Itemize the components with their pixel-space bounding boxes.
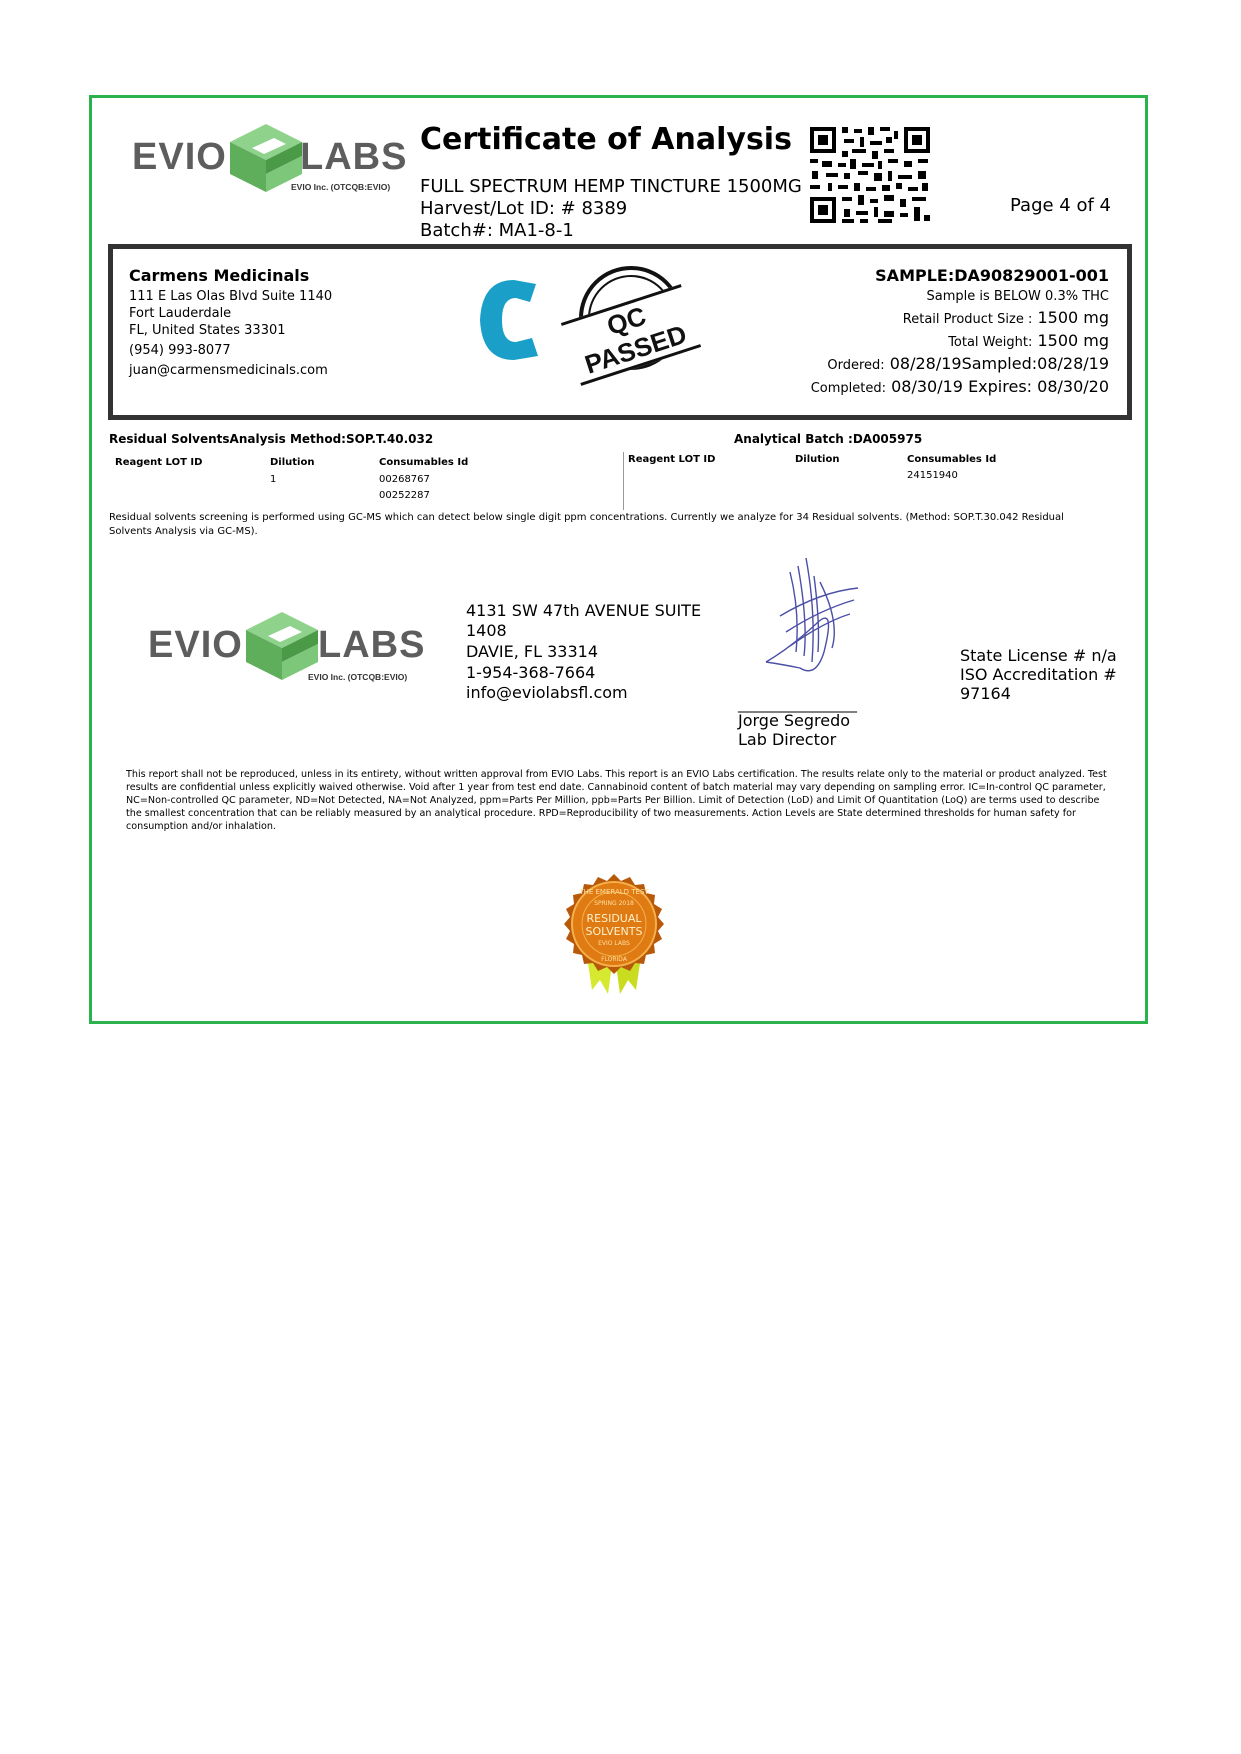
logo-subtitle: EVIO Inc. (OTCQB:EVIO) [308,672,408,682]
sample-id: SAMPLE:DA90829001-001 [875,266,1109,285]
seal-top-text: THE EMERALD TEST [579,888,649,896]
client-address-line: FL, United States 33301 [129,323,286,338]
total-weight-row [948,331,1109,350]
expires-label: Expires: [968,377,1033,396]
signer-name: Jorge Segredo [738,711,851,730]
consumable-id: 00268767 [379,474,430,485]
retail-size-row [903,308,1109,327]
logo-labs-text: LABS [300,136,408,178]
iso-accreditation: ISO Accreditation # [960,665,1117,684]
seal-season: SPRING 2018 [594,900,634,907]
client-address-line: 111 E Las Olas Blvd Suite 1140 [129,289,333,304]
logo-labs-text: LABS [318,624,426,666]
client-email: juan@carmensmedicinals.com [129,363,328,378]
analytical-batch: Analytical Batch :DA005975 [734,432,923,446]
lab-address-line: 4131 SW 47th AVENUE SUITE [466,601,702,620]
page-number: Page 4 of 4 [1010,195,1111,216]
logo-subtitle: EVIO Inc. (OTCQB:EVIO) [291,182,391,192]
signature-line: _________________ [738,697,857,713]
sampled-label: Sampled: [961,354,1038,373]
total-weight-label: Total Weight: [948,335,1033,350]
completed-label: Completed: [810,381,887,396]
consumable-id: 00252287 [379,490,430,501]
emerald-test-seal [560,872,668,994]
col-reagent-lot: Reagent LOT ID [628,454,716,465]
qr-code-icon [808,125,932,225]
method-note: Residual solvents screening is performed using GC-MS which can detect below single digit ppm concentrations. Currently we analyze for 34 Residual solvents. (Method: SOP.T.30.042 Residual Solvents Analysis via GC-MS). [109,512,1064,537]
signer-title: Lab Director [738,730,837,749]
expires-value: 08/30/20 [1037,377,1109,396]
client-phone: (954) 993-8077 [129,343,231,358]
ordered-sampled-row [827,354,1109,373]
seal-lab: EVIO LABS [598,940,630,947]
seal-line1: RESIDUAL [586,912,642,925]
evio-labs-logo [130,122,408,198]
signature-icon [760,552,870,684]
retail-size-value: 1500 mg [1037,308,1109,327]
ordered-label: Ordered: [827,358,885,373]
dilution-value: 1 [270,474,277,485]
lab-address-line: DAVIE, FL 33314 [466,642,599,661]
col-consumables: Consumables Id [379,457,469,468]
batch-number: Batch#: MA1-8-1 [420,220,574,241]
disclaimer-text: This report shall not be reproduced, unless in its entirety, without written approval from EVIO Labs. This report is an EVIO Labs certification. The results relate only to the material or product analyzed. Test results are confidential unless explicitly waived otherwise. Void after 1 year from test end date. Cannabinoid content of batch material may vary depending on sampling error. IC=In-control QC parameter, NC=Non-controlled QC parameter, ND=Not Detected, NA=Not Analyzed, ppm=Parts Per Million, ppb=Parts Per Billion. Limit of Detection (LoD) and Limit Of Quantitation (LoQ) are terms used to describe the smallest concentration that can be reliably measured by an analytical procedure. RPD=Reproducibility of two measurements. Action Levels are State determined thresholds for human safety for consumption and/or inhalation. [126,769,1107,832]
completed-value: 08/30/19 [891,377,963,396]
seal-line2: SOLVENTS [585,925,643,938]
col-dilution: Dilution [270,457,315,468]
seal-region: FLORIDA [601,956,627,963]
lab-email: info@eviolabsfl.com [466,683,628,702]
col-consumables: Consumables Id [907,454,997,465]
state-license: State License # n/a [960,646,1117,665]
table-divider [623,452,624,510]
qc-passed-stamp [566,266,696,380]
evio-labs-logo-footer [146,610,426,686]
ordered-value: 08/28/19 [889,354,962,373]
lab-phone: 1-954-368-7664 [466,663,596,682]
harvest-lot-id: Harvest/Lot ID: # 8389 [420,198,628,219]
col-dilution: Dilution [795,454,840,465]
carmens-logo-icon [474,276,554,364]
client-address-line: Fort Lauderdale [129,306,232,321]
page-title: Certificate of Analysis [420,122,792,157]
completed-expires-row [811,377,1109,396]
client-name: Carmens Medicinals [129,266,310,285]
retail-size-label: Retail Product Size : [902,312,1033,327]
logo-evio-text: EVIO [148,624,243,666]
iso-number: 97164 [960,684,1011,703]
stamp-text: QC PASSED [561,284,701,386]
total-weight-value: 1500 mg [1037,331,1109,350]
consumable-id: 24151940 [907,470,958,481]
thc-note: Sample is BELOW 0.3% THC [926,289,1109,304]
lab-address-line: 1408 [466,621,507,640]
logo-evio-text: EVIO [132,136,227,178]
analysis-heading: Residual SolventsAnalysis Method:SOP.T.40.032 [109,432,434,446]
product-name: FULL SPECTRUM HEMP TINCTURE 1500MG [420,176,802,197]
col-reagent-lot: Reagent LOT ID [115,457,203,468]
sampled-value: 08/28/19 [1037,354,1109,373]
